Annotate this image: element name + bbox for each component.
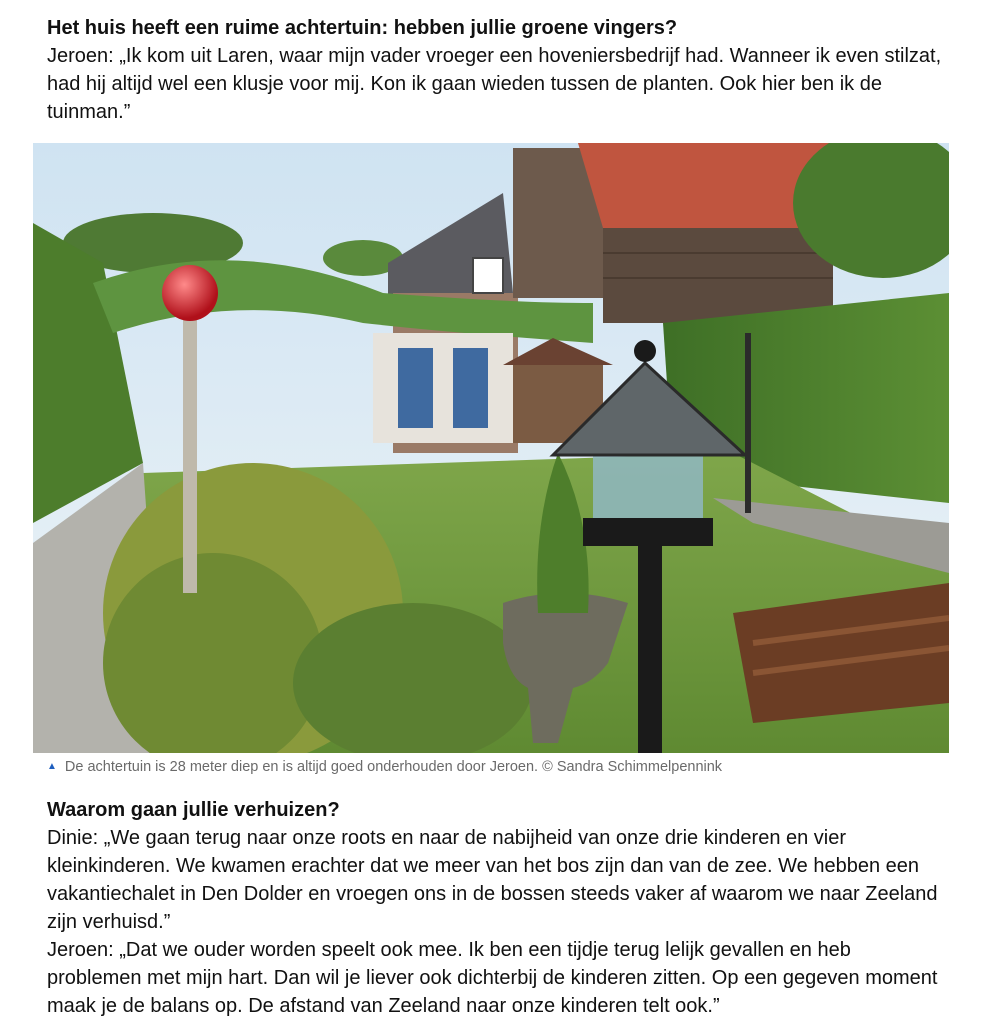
photo-caption — [47, 757, 947, 777]
section-heading: Het huis heeft een ruime achtertuin: hebben jullie groene vingers? — [47, 17, 678, 39]
section-moving — [47, 796, 947, 1020]
interview-answer: Dinie: „We gaan terug naar onze roots en naar de nabijheid van onze drie kinderen en vier kleinkinderen. We kwamen erachter dat we meer van het bos zijn dan van de zee. We hebben een vakantiechalet in Den Dolder en vroegen ons in de bossen steeds vaker af waarom we naar Zeeland zijn verhuisd.” — [47, 827, 938, 933]
section-heading: Waarom gaan jullie verhuizen? — [47, 799, 340, 821]
interview-answer: Jeroen: „Dat we ouder worden speelt ook mee. Ik ben een tijdje terug lelijk gevallen en heb problemen met mijn hart. Dan wil je liever ook dichterbij de kinderen zitten. Op een gegeven moment maak je de balans op. De afstand van Zeeland naar onze kinderen telt ook.” — [47, 939, 938, 1017]
caption-text: De achtertuin is 28 meter diep en is altijd goed onderhouden door Jeroen. © Sandra Schimmelpennink — [64, 759, 723, 775]
interview-answer: Jeroen: „Ik kom uit Laren, waar mijn vader vroeger een hoveniersbedrijf had. Wanneer ik even stilzat, had hij altijd wel een klusje voor mij. Kon ik gaan wieden tussen de planten. Ook hier ben ik de tuinman.” — [47, 45, 942, 123]
caption-triangle-icon: ▲ — [47, 761, 57, 772]
garden-photo[interactable] — [33, 143, 949, 753]
section-garden — [47, 14, 947, 126]
